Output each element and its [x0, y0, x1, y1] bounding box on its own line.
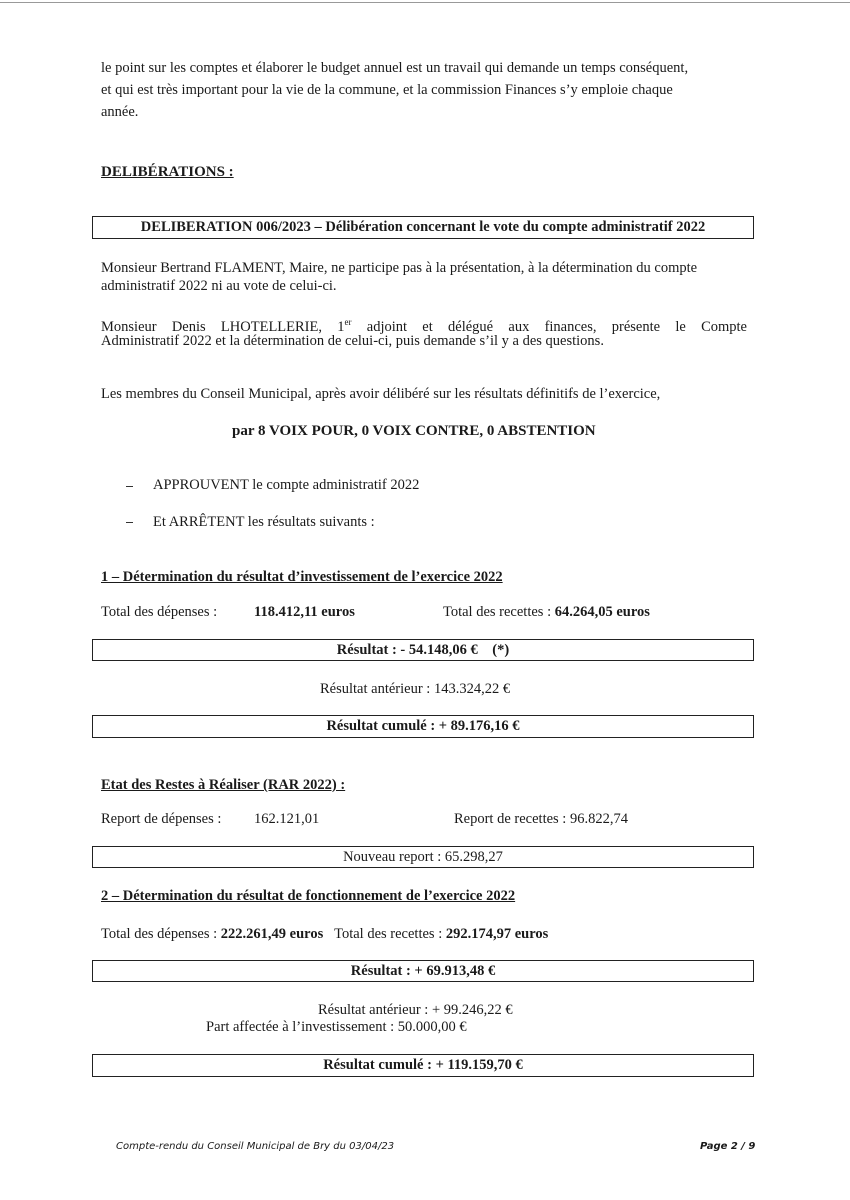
inv-cumule: Résultat cumulé : + 89.176,16 € [326, 718, 520, 734]
rar-depenses-value: 162.121,01 [254, 811, 320, 827]
rar-depenses-label: Report de dépenses : [101, 811, 222, 827]
footer-left: Compte-rendu du Conseil Municipal de Bry du 03/04/23 [116, 1141, 395, 1152]
bullet-dash [126, 522, 133, 523]
fonc-totaux: Total des dépenses : 222.261,49 euros Total des recettes : 292.174,97 euros [101, 926, 549, 942]
investissement-title: 1 – Détermination du résultat d’investissement de l’exercice 2022 [101, 569, 503, 585]
intro-line-1: le point sur les comptes et élaborer le budget annuel est un travail qui demande un temps conséquent, [101, 60, 689, 76]
rar-nouveau-report: Nouveau report : 65.298,27 [343, 849, 503, 865]
inv-anterieur: Résultat antérieur : 143.324,22 € [320, 681, 511, 697]
intro-line-3: année. [101, 104, 139, 120]
inv-cumule-box [92, 715, 754, 738]
fonc-cumule-box [92, 1054, 754, 1077]
para3: Les membres du Conseil Municipal, après avoir délibéré sur les résultats définitifs de l’exercice, [101, 386, 661, 402]
fonc-cumule: Résultat cumulé : + 119.159,70 € [323, 1057, 523, 1073]
inv-depenses-value: 118.412,11 euros [254, 604, 355, 620]
fonc-resultat: Résultat : + 69.913,48 € [350, 963, 496, 979]
section-title: DELIBÉRATIONS : [101, 164, 234, 180]
inv-depenses-label: Total des dépenses : [101, 604, 218, 620]
intro-line-2: et qui est très important pour la vie de la commune, et la commission Finances s’y emploie chaque [101, 82, 673, 98]
bullet-dash [126, 486, 133, 487]
inv-resultat: Résultat : - 54.148,06 € (*) [336, 642, 510, 658]
footer-page-number: Page 2 / 9 [700, 1141, 756, 1152]
rar-title: Etat des Restes à Réaliser (RAR 2022) : [101, 777, 346, 793]
para2-line-2: Administratif 2022 et la détermination de celui-ci, puis demande s’il y a des questions. [101, 333, 604, 349]
inv-recettes: Total des recettes : 64.264,05 euros [443, 604, 650, 620]
decision-2: Et ARRÊTENT les résultats suivants : [153, 514, 375, 530]
deliberation-header: DELIBERATION 006/2023 – Délibération concernant le vote du compte administratif 2022 [140, 219, 706, 235]
vote-result: par 8 VOIX POUR, 0 VOIX CONTRE, 0 ABSTENTION [232, 423, 596, 439]
deliberation-header-box [92, 216, 754, 239]
fonc-resultat-box [92, 960, 754, 982]
para1-line-1: Monsieur Bertrand FLAMENT, Maire, ne participe pas à la présentation, à la détermination du compte [101, 260, 698, 276]
rar-nouveau-report-box [92, 846, 754, 868]
fonc-anterieur: Résultat antérieur : + 99.246,22 € [318, 1002, 513, 1018]
inv-resultat-box [92, 639, 754, 661]
para2-line-1: Monsieur Denis LHOTELLERIE, 1er adjoint et délégué aux finances, présente le Compte [101, 317, 747, 335]
para1-line-2: administratif 2022 ni au vote de celui-ci. [101, 278, 337, 294]
rar-recettes: Report de recettes : 96.822,74 [454, 811, 628, 827]
decision-1: APPROUVENT le compte administratif 2022 [153, 477, 420, 493]
fonctionnement-title: 2 – Détermination du résultat de fonctionnement de l’exercice 2022 [101, 888, 516, 904]
scan-edge-line [0, 2, 850, 3]
fonc-affectee: Part affectée à l’investissement : 50.000,00 € [206, 1019, 467, 1035]
